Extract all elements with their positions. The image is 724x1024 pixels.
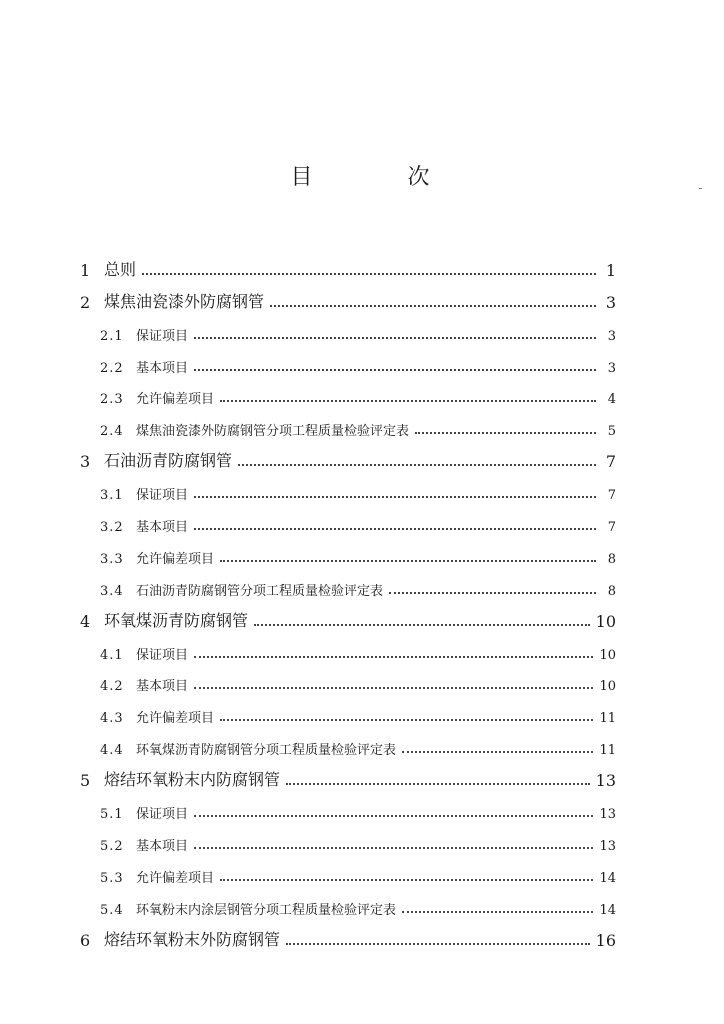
toc-dot-leader: [415, 432, 596, 434]
toc-entry-title: 基本项目: [136, 838, 189, 854]
toc-dot-leader: [194, 528, 596, 530]
toc-dot-leader: [194, 687, 593, 689]
toc-entry-title: 熔结环氧粉末外防腐钢管: [104, 929, 281, 949]
toc-entry-title: 总则: [104, 259, 137, 279]
toc-chapter-entry[interactable]: [80, 599, 616, 631]
toc-page-number: 8: [607, 583, 616, 599]
toc-dot-leader: [286, 783, 590, 785]
toc-page-number: 5: [607, 424, 616, 440]
toc-page-number: 11: [599, 743, 616, 759]
toc-page-number: 3: [607, 328, 616, 344]
toc-section-entry[interactable]: [80, 822, 616, 854]
toc-entry-title: 保证项目: [136, 647, 189, 663]
toc-entry-title: 环氧煤沥青防腐钢管: [104, 610, 249, 630]
toc-page-number: 4: [607, 392, 616, 408]
toc-entry-number: 4.4: [100, 743, 124, 759]
toc-section-entry[interactable]: [80, 344, 616, 376]
toc-dot-leader: [194, 815, 593, 817]
toc-entry-title: 基本项目: [136, 520, 189, 536]
toc-chapter-entry[interactable]: [80, 758, 616, 790]
toc-entry-number: 3.3: [100, 551, 124, 567]
toc-entry-title: 环氧煤沥青防腐钢管分项工程质量检验评定表: [136, 743, 397, 759]
toc-entry-title: 煤焦油瓷漆外防腐钢管: [104, 291, 265, 311]
toc-page-number: 3: [605, 292, 616, 312]
toc-section-entry[interactable]: [80, 567, 616, 599]
toc-page-number: 10: [599, 679, 616, 695]
toc-section-entry[interactable]: [80, 790, 616, 822]
toc-section-entry[interactable]: [80, 694, 616, 726]
toc-entry-title: 允许偏差项目: [136, 392, 215, 408]
toc-dot-leader: [194, 369, 596, 371]
toc-chapter-entry[interactable]: [80, 248, 616, 280]
toc-dot-leader: [220, 719, 593, 721]
toc-entry-title: 煤焦油瓷漆外防腐钢管分项工程质量检验评定表: [136, 424, 410, 440]
toc-entry-number: 5: [80, 771, 91, 791]
toc-section-entry[interactable]: [80, 886, 616, 918]
toc-dot-leader: [238, 464, 596, 466]
page-title: 目 次: [290, 165, 474, 190]
toc-page-number: 7: [607, 488, 616, 504]
toc-page-number: 10: [599, 647, 616, 663]
toc-entry-title: 石油沥青防腐钢管分项工程质量检验评定表: [136, 583, 384, 599]
toc-entry-title: 保证项目: [136, 807, 189, 823]
toc-dot-leader: [286, 943, 590, 945]
toc-entry-number: 1: [80, 260, 91, 280]
toc-entry-number: 5.2: [100, 838, 124, 854]
toc-chapter-entry[interactable]: [80, 280, 616, 312]
toc-dot-leader: [402, 911, 593, 913]
toc-entry-number: 6: [80, 930, 91, 950]
toc-entry-number: 2.4: [100, 424, 124, 440]
toc-section-entry[interactable]: [80, 663, 616, 695]
toc-entry-number: 2: [80, 292, 91, 312]
toc-section-entry[interactable]: [80, 312, 616, 344]
toc-page-number: 16: [595, 930, 616, 950]
toc-section-entry[interactable]: [80, 631, 616, 663]
toc-page-number: 13: [595, 771, 616, 791]
toc-entry-number: 2.2: [100, 360, 124, 376]
toc-section-entry[interactable]: [80, 535, 616, 567]
toc-entry-title: 保证项目: [136, 488, 189, 504]
toc-entry-title: 保证项目: [136, 328, 189, 344]
toc-section-entry[interactable]: [80, 503, 616, 535]
toc-dot-leader: [270, 305, 596, 307]
toc-section-entry[interactable]: [80, 376, 616, 408]
toc-entry-number: 4: [80, 611, 91, 631]
toc-section-entry[interactable]: [80, 407, 616, 439]
toc-page-number: 8: [607, 551, 616, 567]
toc-dot-leader: [220, 400, 596, 402]
toc-entry-title: 允许偏差项目: [136, 711, 215, 727]
toc-dot-leader: [194, 656, 593, 658]
toc-dot-leader: [194, 337, 596, 339]
toc-page-number: 7: [605, 452, 616, 472]
toc-entry-number: 3.1: [100, 488, 124, 504]
toc-page-number: 3: [607, 360, 616, 376]
toc-page-number: 7: [607, 520, 616, 536]
toc-entry-title: 环氧粉末内涂层钢管分项工程质量检验评定表: [136, 902, 397, 918]
toc-page-number: 13: [599, 838, 616, 854]
table-of-contents: [80, 248, 616, 950]
toc-entry-title: 基本项目: [136, 679, 189, 695]
toc-chapter-entry[interactable]: [80, 439, 616, 471]
toc-entry-number: 3.2: [100, 520, 124, 536]
toc-entry-number: 2.3: [100, 392, 124, 408]
toc-chapter-entry[interactable]: [80, 918, 616, 950]
toc-page-number: 11: [599, 711, 616, 727]
toc-entry-title: 允许偏差项目: [136, 870, 215, 886]
toc-page-number: 14: [599, 870, 616, 886]
toc-entry-title: 基本项目: [136, 360, 189, 376]
toc-dot-leader: [142, 273, 596, 275]
toc-entry-number: 3.4: [100, 583, 124, 599]
toc-page-number: 10: [595, 611, 616, 631]
scan-mark: [699, 188, 702, 189]
toc-section-entry[interactable]: [80, 471, 616, 503]
toc-entry-number: 4.1: [100, 647, 124, 663]
toc-entry-number: 3: [80, 452, 91, 472]
toc-dot-leader: [402, 751, 593, 753]
toc-section-entry[interactable]: [80, 854, 616, 886]
toc-entry-title: 允许偏差项目: [136, 551, 215, 567]
toc-entry-number: 4.3: [100, 711, 124, 727]
toc-page-number: 14: [599, 902, 616, 918]
toc-dot-leader: [389, 592, 596, 594]
toc-entry-number: 5.1: [100, 807, 124, 823]
toc-entry-title: 石油沥青防腐钢管: [104, 451, 233, 471]
toc-entry-number: 5.3: [100, 870, 124, 886]
toc-entry-number: 5.4: [100, 902, 124, 918]
toc-page-number: 1: [605, 260, 616, 280]
toc-page-number: 13: [599, 807, 616, 823]
toc-entry-title: 熔结环氧粉末内防腐钢管: [104, 770, 281, 790]
toc-dot-leader: [194, 496, 596, 498]
toc-dot-leader: [220, 560, 596, 562]
toc-dot-leader: [254, 624, 590, 626]
toc-section-entry[interactable]: [80, 726, 616, 758]
toc-entry-number: 2.1: [100, 328, 124, 344]
toc-dot-leader: [194, 847, 593, 849]
toc-entry-number: 4.2: [100, 679, 124, 695]
toc-dot-leader: [220, 879, 593, 881]
